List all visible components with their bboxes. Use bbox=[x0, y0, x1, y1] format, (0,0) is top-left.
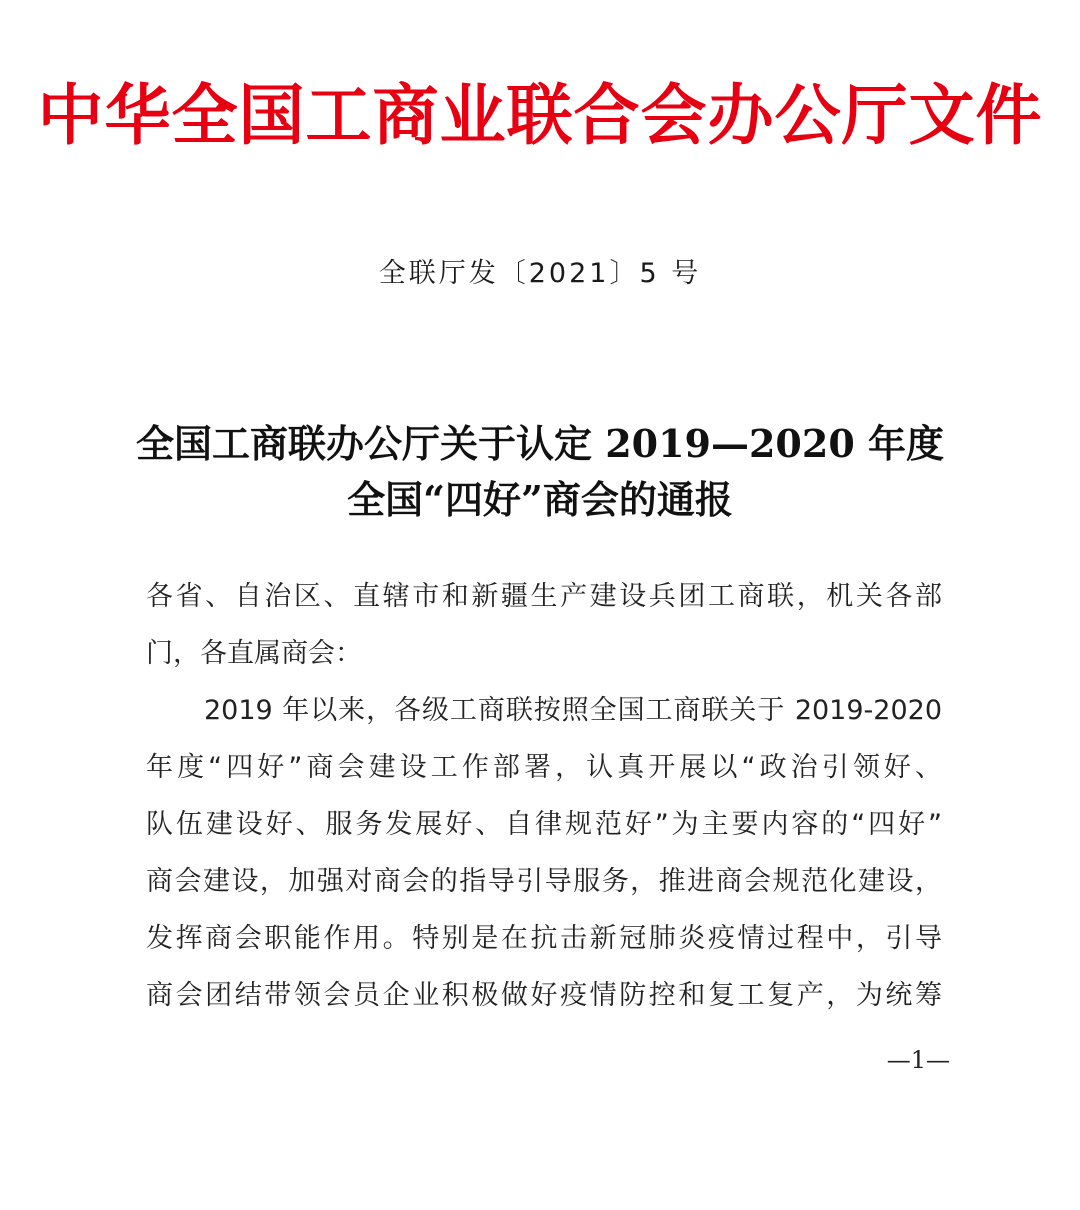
salutation-line-1: 各省、自治区、直辖市和新疆生产建设兵团工商联，机关各部 bbox=[146, 581, 942, 612]
paragraph-line-2: 年度“四好”商会建设工作部署，认真开展以“政治引领好、 bbox=[146, 752, 942, 783]
document-title bbox=[0, 416, 1080, 528]
paragraph-line-5: 发挥商会职能作用。特别是在抗击新冠肺炎疫情过程中，引导 bbox=[146, 923, 942, 954]
paragraph-line-3: 队伍建设好、服务发展好、自律规范好”为主要内容的“四好” bbox=[146, 809, 942, 840]
paragraph-line-4: 商会建设，加强对商会的指导引导服务，推进商会规范化建设， bbox=[146, 866, 942, 897]
page-number: —1— bbox=[886, 1046, 950, 1074]
salutation-line-2: 门，各直属商会： bbox=[146, 638, 362, 669]
document-body bbox=[146, 568, 942, 1024]
title-line-1: 全国工商联办公厅关于认定 2019—2020 年度 bbox=[136, 421, 944, 466]
paragraph-line-6: 商会团结带领会员企业积极做好疫情防控和复工复产，为统筹 bbox=[146, 980, 942, 1011]
document-masthead: 中华全国工商业联合会办公厅文件 bbox=[37, 76, 1043, 154]
title-line-2: 全国“四好”商会的通报 bbox=[347, 477, 733, 522]
document-number: 全联厅发〔2021〕5 号 bbox=[378, 258, 702, 289]
paragraph-line-1: 2019 年以来，各级工商联按照全国工商联关于 2019-2020 bbox=[204, 695, 942, 726]
